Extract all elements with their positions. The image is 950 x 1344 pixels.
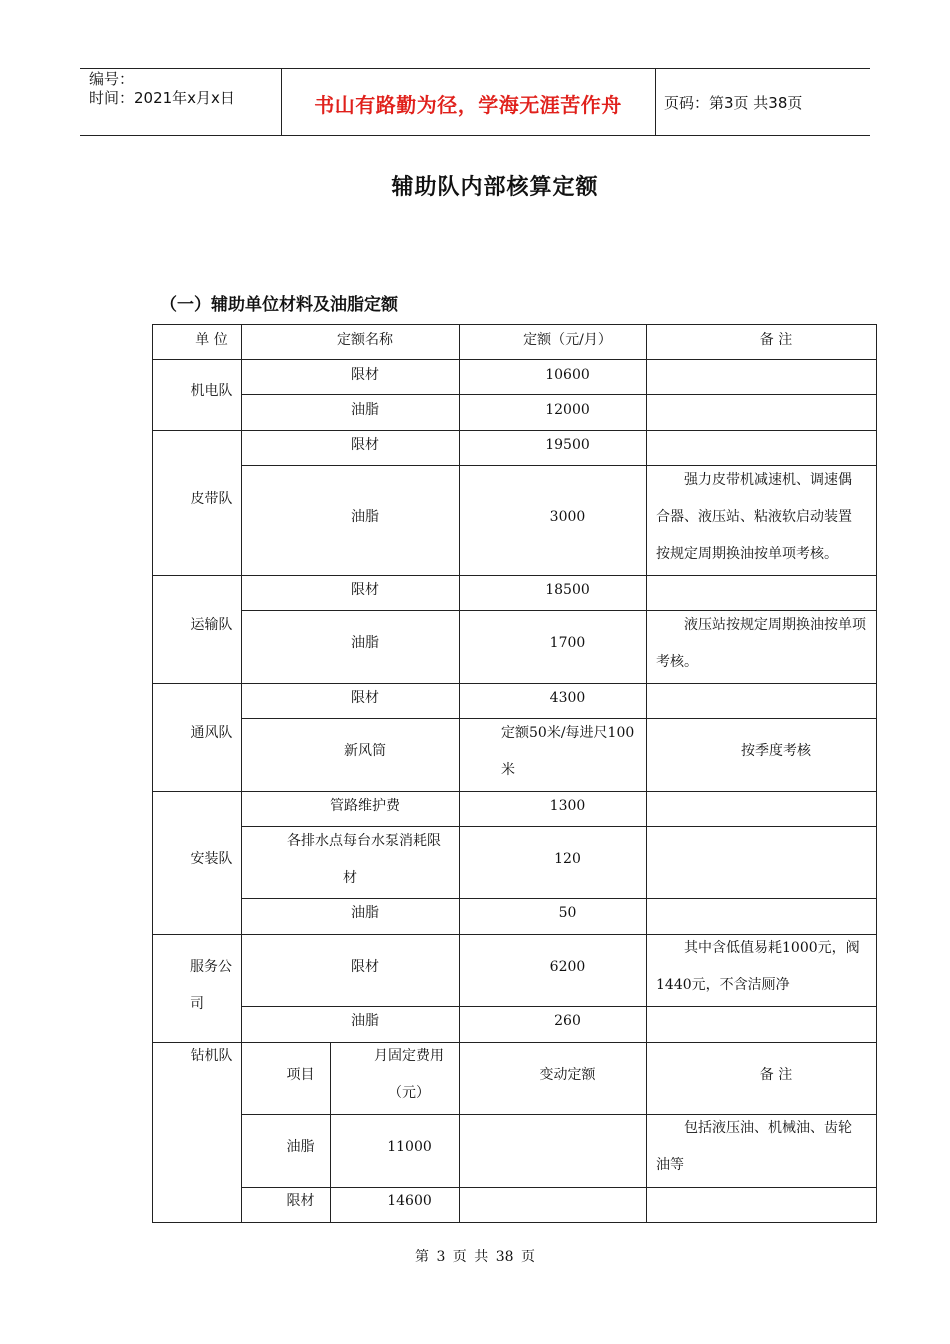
row-note [656,607,866,681]
value-line: 米 [501,762,515,778]
note-line: 强力皮带机减速机、调速偶 [684,472,852,488]
note-line: 油等 [656,1157,684,1173]
col-header-name: 定额名称 [337,332,393,348]
row-name: 油脂 [351,905,379,921]
unit-yunshu: 运输队 [190,617,233,633]
row-value: 6200 [549,959,586,975]
unit-jidian: 机电队 [190,383,233,399]
note-line: 液压站按规定周期换油按单项 [684,617,866,633]
row-value: 1300 [549,798,586,814]
row-name: 油脂 [351,402,379,418]
row-name: 限材 [351,690,379,706]
header-line: （元） [388,1085,430,1101]
name-line: 各排水点每台水泵消耗限 [287,833,441,849]
zuanji-fixed: 11000 [387,1139,432,1155]
col-header-unit: 单 位 [195,332,228,348]
row-value: 4300 [549,690,586,706]
row-value: 1700 [549,635,586,651]
row-name: 限材 [351,582,379,598]
note-line: 其中含低值易耗1000元，阀 [684,940,860,956]
zuanji-item: 限材 [286,1193,315,1209]
row-name: 限材 [351,959,379,975]
row-note: 按季度考核 [741,743,811,759]
unit-line: 司 [190,996,204,1012]
page-footer: 第 3 页 共 38 页 [415,1249,535,1265]
row-note [656,930,860,1004]
row-value: 12000 [545,402,590,418]
row-value: 120 [554,851,581,867]
zuanji-item: 油脂 [286,1139,315,1155]
zuanji-fixed: 14600 [387,1193,432,1209]
row-name: 油脂 [351,1013,379,1029]
row-value [501,715,634,789]
row-name: 油脂 [351,635,379,651]
row-value: 10600 [545,367,590,383]
row-value: 50 [558,905,577,921]
unit-tongfeng: 通风队 [190,725,233,741]
sub-header-note: 备 注 [759,1067,793,1083]
value-line: 定额50米/每进尺100 [501,725,635,741]
document-title: 辅助队内部核算定额 [391,175,599,200]
unit-pidai: 皮带队 [190,491,233,507]
header-motto: 书山有路勤为径，学海无涯苦作舟 [314,93,622,117]
row-note [656,462,852,573]
note-line: 包括液压油、机械油、齿轮 [684,1120,852,1136]
sub-header-item: 项目 [286,1067,315,1083]
sub-header-fixed [374,1038,444,1112]
row-note [656,1110,852,1184]
note-line: 考核。 [656,654,698,670]
header-page-info: 页码：第3页 共38页 [664,94,803,112]
row-value: 18500 [545,582,590,598]
doc-number-label: 编号： [89,70,135,88]
col-header-quota: 定额（元/月） [523,332,612,348]
row-name: 限材 [351,437,379,453]
note-line: 1440元，不含洁厕净 [656,977,790,993]
row-name: 新风筒 [344,743,386,759]
row-value: 260 [554,1013,581,1029]
unit-line: 服务公 [190,959,232,975]
row-value: 3000 [549,509,586,525]
table-border [152,324,153,1223]
sub-header-variable: 变动定额 [539,1067,596,1083]
unit-fuwu [190,949,232,1023]
col-header-note: 备 注 [759,332,793,348]
row-name [287,823,441,897]
section-heading: （一）辅助单位材料及油脂定额 [160,295,398,315]
row-value: 19500 [545,437,590,453]
unit-anzhuang: 安装队 [190,851,233,867]
doc-date: 时间：2021年x月x日 [89,89,235,107]
note-line: 合器、液压站、粘液软启动装置 [656,509,852,525]
row-name: 限材 [351,367,379,383]
row-name: 油脂 [351,509,379,525]
table-row-line [152,1222,876,1223]
name-line: 材 [343,870,357,886]
row-name: 管路维护费 [330,798,400,814]
note-line: 按规定周期换油按单项考核。 [656,546,838,562]
unit-zuanji: 钻机队 [190,1048,233,1064]
header-line: 月固定费用 [374,1048,444,1064]
